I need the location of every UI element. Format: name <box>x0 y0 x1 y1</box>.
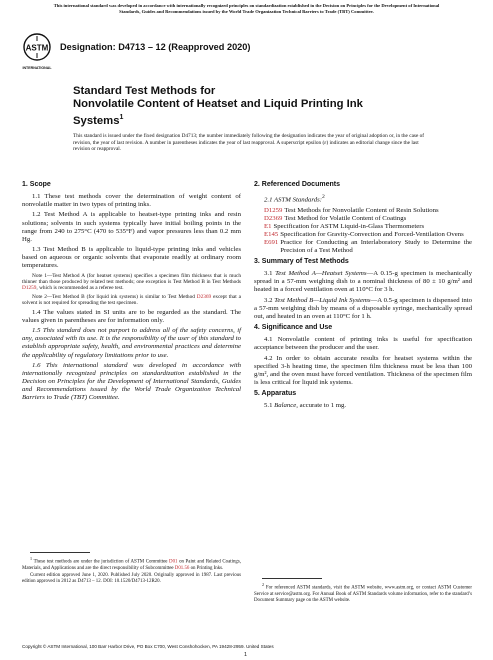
designation: Designation: D4713 – 12 (Reapproved 2020) <box>60 42 251 52</box>
ref-code-link[interactable]: D1259 <box>264 206 283 214</box>
ref-item: E145 Specification for Gravity-Convection and Forced-Ventilation Ovens <box>264 230 464 238</box>
svg-text:INTERNATIONAL: INTERNATIONAL <box>22 66 52 70</box>
para-1-6: 1.6 This international standard was developed in accordance with internationally recognized principles on standardization established in the Decision on Principles for the Development of International Standards, Guides and Recommendations issued by the World Trade Organization Technical Barriers to Trade (TBT) Committee. <box>22 361 241 402</box>
link-d1259[interactable]: D1259 <box>22 285 37 292</box>
issuance-note: This standard is issued under the fixed designation D4713; the number immediately following the designation indicates the year of original adoption or, in the case of revision, the year of last revision. A number in parentheses indicates the year of last reapproval. A superscript epsilon (ε) indicates an editorial change since the last revision or reapproval. <box>73 133 425 153</box>
ref-code-link[interactable]: D2369 <box>264 214 283 222</box>
link-d01[interactable]: D01 <box>169 559 178 565</box>
ref-item: E1 Specification for ASTM Liquid-in-Glass Thermometers <box>264 222 425 230</box>
note-2: Note 2—Test Method B (for liquid ink systems) is similar to Test Method D2369 except that a solvent is not required for spreading the test specimen. <box>22 293 241 307</box>
copyright-line: Copyright © ASTM International, 100 Barr Harbor Drive, PO Box C700, West Conshohocken, PA 19428-2959. United States <box>22 644 274 649</box>
title-line-3: Systems$^1$ <box>73 114 124 128</box>
para-1-4: 1.4 The values stated in SI units are to be regarded as the standard. The values given in parentheses are for information only. <box>22 308 241 324</box>
para-1-2: 1.2 Test Method A is applicable to heatset-type printing inks and resin solutions; solvents in such systems typically have initial boiling points in the range from 240 to 275°C (470 to 535°F) and vapor pressures less than 0.2 mm Hg. <box>22 211 241 243</box>
footnote-1-edition: Current edition approved June 1, 2020. Published July 2020. Originally approved in 1987. Last previous edition approved in 2012 as D4713 – 12. DOI: 10.1520/D4713-12R20. <box>22 572 241 584</box>
title-line-2: Nonvolatile Content of Heatset and Liquid Printing Ink <box>73 98 363 111</box>
para-1-1: 1.1 These test methods cover the determination of weight content of nonvolatile matter in two types of printing inks. <box>22 193 241 209</box>
para-1-5: 1.5 This standard does not purport to address all of the safety concerns, if any, associated with its use. It is the responsibility of the user of this standard to establish appropriate safety, health, and environmental practices and determine the applicability of regulatory limitations prior to use. <box>22 327 241 359</box>
document-title <box>73 85 433 128</box>
page-number: 1 <box>244 652 248 658</box>
title-line-1: Standard Test Methods for <box>73 85 216 97</box>
section-3-heading: 3. Summary of Test Methods <box>254 258 349 266</box>
ref-code-link[interactable]: E1 <box>264 222 272 230</box>
para-5-1: 5.1 Balance, accurate to 1 mg. <box>264 401 347 409</box>
footnote-rule <box>30 552 90 553</box>
footnote-2 <box>254 578 472 605</box>
footnote-1-text: $^1$ These test methods are under the jurisdiction of ASTM Committee D01 on Paint and Related Coatings, Materials, and Applications and are the direct responsibility of Subcommittee D01.56 on Printing Inks. <box>22 556 241 571</box>
section-5-heading: 5. Apparatus <box>254 389 297 397</box>
note-1: Note 1—Test Method A (for heatset systems) specifies a specimen film thickness that is much thinner than those produced by related test methods; one exception is Test Method B in Test Methods D1259, which is recommended as a referee test. <box>22 272 241 292</box>
footnote-1 <box>22 552 241 586</box>
footnote-rule <box>262 578 322 579</box>
tbt-notice: This international standard was developed in accordance with internationally recognized principles on standardization established in the Decision on Principles for the Development of International Standards, Guides and Recommendations issued by the World Trade Organization Technical Barriers to Trade (TBT) Committee. <box>53 3 440 14</box>
para-3-1: 3.1 Test Method A—Heatset Systems—A 0.15-g specimen is mechanically spread in a 57-mm weighing dish to a nominal thickness of 80 ± 10 g/m² and heated in a forced ventilation oven at 110°C for 3 h. <box>254 270 473 294</box>
referenced-list <box>264 207 472 256</box>
svg-text:ASTM: ASTM <box>25 43 49 53</box>
footnote-2-text: $^2$ For referenced ASTM standards, visit the ASTM website, www.astm.org, or contact ASTM Customer Service at service@astm.org. For Annual Book of ASTM Standards volume information, refer to the standard’s Document Summary page on the ASTM website. <box>254 582 472 603</box>
section-2-heading: 2. Referenced Documents <box>254 181 340 188</box>
link-d2369[interactable]: D2369 <box>196 293 212 300</box>
section-4-heading: 4. Significance and Use <box>254 324 333 332</box>
right-column <box>254 178 472 412</box>
ref-item: D2369 Test Method for Volatile Content of Coatings <box>264 214 407 222</box>
para-4-1: 4.1 Nonvolatile content of printing inks is useful for specification acceptance between the producer and the user. <box>254 336 472 352</box>
para-4-2: 4.2 In order to obtain accurate results for heatset systems within the specified 3-h heating time, the specimen film thickness must be less than 100 g/m², and the oven must have forced ventilation. Thickness of the specimen film is less critical for liquid ink systems. <box>254 354 472 386</box>
link-d01-56[interactable]: D01.56 <box>174 565 190 571</box>
section-1-heading: 1. Scope <box>22 181 51 188</box>
ref-code-link[interactable]: E145 <box>264 230 279 238</box>
ref-item: E691 Practice for Conducting an Interlaboratory Study to Determine the Precision of a Test Method <box>264 239 472 255</box>
astm-logo <box>22 32 52 76</box>
ref-code-link[interactable]: E691 <box>264 239 279 246</box>
para-3-2: 3.2 Test Method B—Liquid Ink Systems—A 0.5-g specimen is dispensed into a 57-mm weighing dish by means of a disposable syringe, mechanically spread out, and heated in an oven at 110°C for 1 h. <box>254 296 472 320</box>
para-2-1: 2.1 ASTM Standards:$^2$ <box>264 194 325 204</box>
para-1-3: 1.3 Test Method B is applicable to liquid-type printing inks and vehicles based on aqueous or organic solvents that evaporate readily at ordinary room temperatures. <box>22 246 241 270</box>
ref-item: D1259 Test Methods for Nonvolatile Content of Resin Solutions <box>264 206 439 214</box>
left-column <box>22 178 241 405</box>
